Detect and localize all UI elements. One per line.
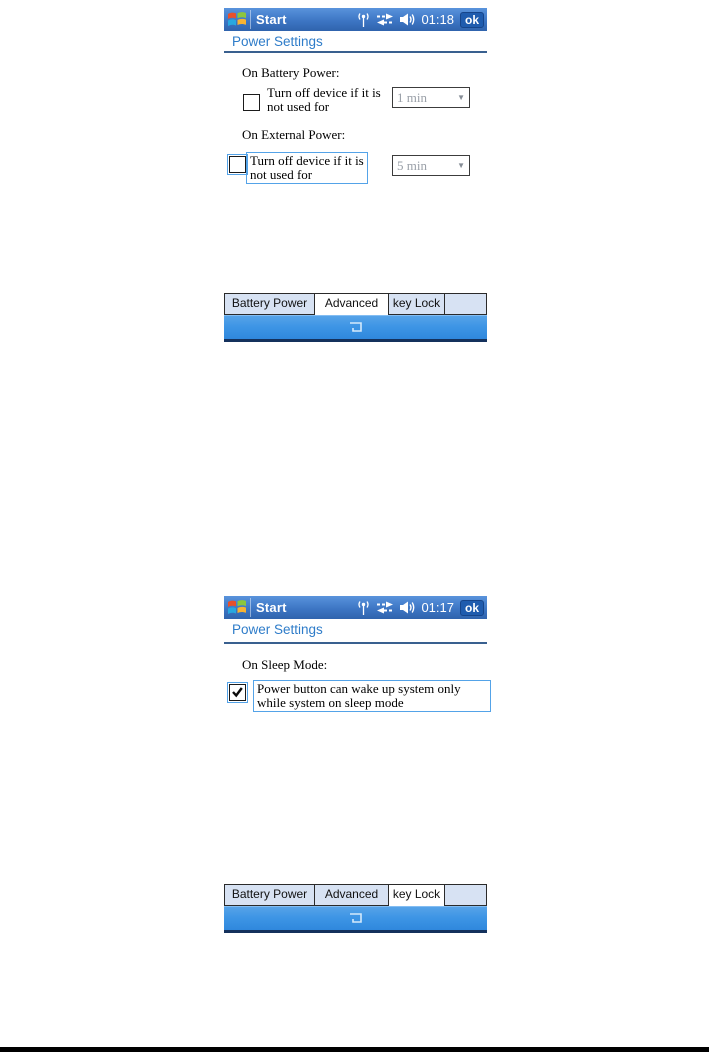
battery-timeout-label[interactable]: Turn off device if it is not used for [267,85,381,114]
connectivity-icon[interactable] [376,13,394,26]
tab-bar-filler [444,293,487,315]
battery-timeout-dropdown[interactable]: 1 min ▼ [392,87,470,108]
titlebar-separator [250,598,251,617]
tab-bar [224,884,487,906]
sleep-wake-checkbox[interactable] [229,684,246,701]
page-bottom-border [0,1047,709,1052]
input-panel-icon[interactable] [348,912,364,925]
tab-bar-filler [444,884,487,906]
ok-button[interactable]: ok [460,600,484,616]
titlebar-separator [250,10,251,29]
battery-timeout-checkbox[interactable] [243,94,260,111]
wireless-icon[interactable] [357,600,370,616]
heading-divider [224,51,487,53]
page-title: Power Settings [232,34,323,49]
dropdown-arrow-icon[interactable]: ▼ [457,161,465,170]
tab-bar [224,293,487,315]
title-bar [224,596,487,619]
input-panel-icon[interactable] [348,321,364,334]
speaker-icon[interactable] [400,601,415,614]
external-timeout-dropdown[interactable]: 5 min ▼ [392,155,470,176]
external-timeout-label[interactable]: Turn off device if it is not used for [246,152,368,184]
external-power-section-label: On External Power: [242,127,346,142]
title-bar [224,8,487,31]
sleep-wake-label[interactable]: Power button can wake up system only while system on sleep mode [253,680,491,712]
heading-divider [224,642,487,644]
dropdown-arrow-icon[interactable]: ▼ [457,93,465,102]
tab-key-lock[interactable]: key Lock [388,884,445,906]
sleep-mode-section-label: On Sleep Mode: [242,657,328,672]
ok-button[interactable]: ok [460,12,484,28]
tab-battery-power[interactable]: Battery Power [224,293,315,315]
tab-key-lock[interactable]: key Lock [388,293,445,315]
clock[interactable]: 01:17 [421,600,454,615]
tab-battery-power[interactable]: Battery Power [224,884,315,906]
tab-advanced[interactable]: Advanced [314,884,389,906]
connectivity-icon[interactable] [376,601,394,614]
screenshot-power-settings-advanced [224,8,487,344]
page-title: Power Settings [232,622,323,637]
start-menu-button[interactable]: Start [256,12,287,27]
windows-logo-icon[interactable] [227,598,247,617]
wireless-icon[interactable] [357,12,370,28]
tab-advanced[interactable]: Advanced [314,293,389,315]
screenshot-power-settings-keylock [224,596,487,935]
start-menu-button[interactable]: Start [256,600,287,615]
checkmark-icon [230,685,245,700]
speaker-icon[interactable] [400,13,415,26]
sip-bar [224,906,487,933]
battery-power-section-label: On Battery Power: [242,65,340,80]
sip-bar [224,315,487,342]
windows-logo-icon[interactable] [227,10,247,29]
clock[interactable]: 01:18 [421,12,454,27]
external-timeout-checkbox[interactable] [229,156,246,173]
